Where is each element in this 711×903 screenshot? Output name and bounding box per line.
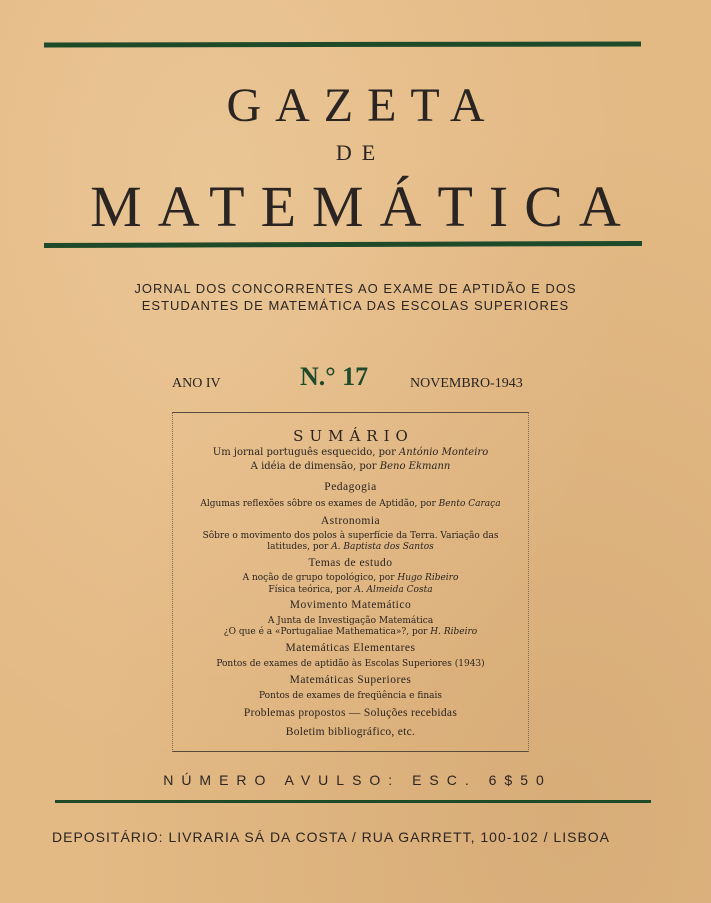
title-gazeta: GAZETA bbox=[226, 79, 499, 132]
contents-section: Matemáticas Elementares bbox=[285, 642, 416, 654]
subtitle-line-1: JORNAL DOS CONCORRENTES AO EXAME DE APTIDÃO E DOS bbox=[134, 281, 577, 296]
contents-item: A Junta de Investigação Matemática bbox=[267, 616, 434, 626]
price-line: NÚMERO AVULSO: ESC. 6$50 bbox=[163, 772, 552, 788]
issue-number: N.° 17 bbox=[300, 362, 369, 391]
middle-rule bbox=[44, 241, 642, 248]
table-of-contents bbox=[172, 412, 529, 752]
contents-section: Astronomia bbox=[320, 515, 381, 527]
contents-item: ¿O que é a «Portugaliae Mathematica»?, por H. Ribeiro bbox=[223, 627, 478, 637]
contents-section: Pedagogia bbox=[324, 481, 377, 493]
contents-section: Matemáticas Superiores bbox=[289, 674, 412, 686]
contents-item: Pontos de exames de freqüência e finais bbox=[258, 691, 443, 701]
contents-section: Problemas propostos — Soluções recebidas bbox=[243, 707, 458, 719]
issue-info bbox=[0, 362, 711, 396]
top-rule bbox=[44, 41, 641, 47]
contents-item: Sôbre o movimento dos polos à superfície da Terra. Variação das bbox=[202, 531, 499, 541]
issue-date: NOVEMBRO-1943 bbox=[410, 376, 523, 391]
contents-item: Um jornal português esquecido, por António Monteiro bbox=[212, 447, 489, 458]
depositario-line: DEPOSITÁRIO: LIVRARIA SÁ DA COSTA / RUA GARRETT, 100-102 / LISBOA bbox=[52, 829, 611, 845]
contents-item: Pontos de exames de aptidão às Escolas Superiores (1943) bbox=[216, 659, 485, 669]
contents-heading: SUMÁRIO bbox=[293, 427, 414, 445]
issue-year: ANO IV bbox=[172, 376, 221, 391]
contents-item: latitudes, por A. Baptista dos Santos bbox=[267, 542, 434, 552]
contents-section: Temas de estudo bbox=[308, 557, 393, 569]
title-de: DE bbox=[335, 140, 386, 165]
title-matematica: MATEMÁTICA bbox=[90, 174, 637, 239]
subtitle-line-2: ESTUDANTES DE MATEMÁTICA DAS ESCOLAS SUPERIORES bbox=[141, 298, 570, 313]
contents-item: Algumas reflexões sôbre os exames de Aptidão, por Bento Caraça bbox=[200, 499, 501, 509]
bottom-rule bbox=[55, 800, 651, 803]
contents-item: A noção de grupo topológico, por Hugo Ribeiro bbox=[242, 573, 459, 583]
contents-item: Física teórica, por A. Almeida Costa bbox=[268, 585, 433, 595]
contents-section: Movimento Matemático bbox=[289, 599, 412, 611]
contents-item: A idéia de dimensão, por Beno Ekmann bbox=[250, 461, 451, 472]
contents-section: Boletim bibliográfico, etc. bbox=[285, 726, 416, 738]
